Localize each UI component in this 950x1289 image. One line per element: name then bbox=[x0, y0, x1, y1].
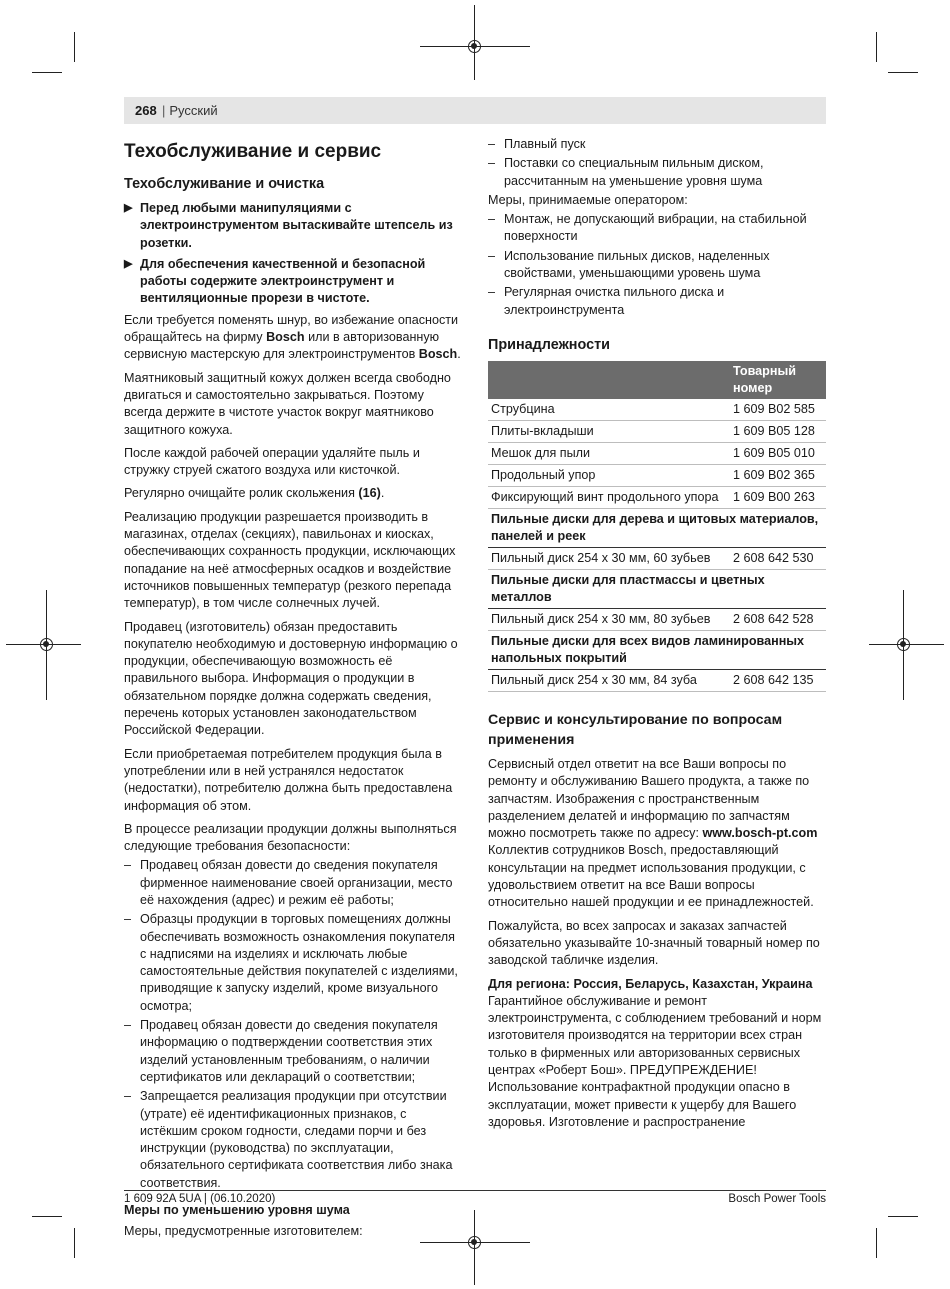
paragraph-noise-intro: Меры, предусмотренные изготовителем: bbox=[124, 1224, 363, 1239]
list-item: – Образцы продукции в торговых помещениях должны обеспечивать возможность ознакомления покупателя с надписями на изделиях и исключать любые самостоятельные действия покупателей с изделиями, приводящие к запуску изделий, кроме визуального осмотра; bbox=[124, 911, 464, 1015]
left-column bbox=[124, 136, 464, 1247]
crop-mark bbox=[32, 72, 62, 73]
warning-item: ▶ Для обеспечения качественной и безопасной работы содержите электроинструмент и вентиляционные прорези в чистоте. bbox=[124, 256, 464, 308]
list-item: – Запрещается реализация продукции при отсутствии (утрате) её идентификационных признаков, с истёкшим сроком годности, следами порчи и без инструкции (руководства) по эксплуатации, обязательного сертификата соответствия либо знака соответствия. bbox=[124, 1088, 464, 1192]
table-row: Пильный диск 254 x 30 мм, 80 зубьев 2 608 642 528 bbox=[488, 608, 826, 630]
paragraph-roller: Регулярно очищайте ролик скольжения (16). bbox=[124, 486, 385, 501]
crop-mark bbox=[888, 72, 918, 73]
region-heading: Для региона: Россия, Беларусь, Казахстан, Украина bbox=[488, 976, 813, 991]
paragraph-operator-intro: Меры, принимаемые оператором: bbox=[488, 192, 688, 207]
footer-doc-id: 1 609 92A 5UA | (06.10.2020) bbox=[124, 1193, 276, 1205]
table-row: Плиты-вкладыши 1 609 B05 128 bbox=[488, 420, 826, 442]
list-item: – Регулярная очистка пильного диска и электроинструмента bbox=[488, 284, 826, 319]
paragraph-warranty: Гарантийное обслуживание и ремонт электроинструмента, с соблюдением требований и норм изготовителя производятся на территории всех стран только в фирменных или авторизованных сервисных центрах «Роберт Бош». ПРЕДУПРЕЖДЕНИЕ! Использование контрафактной продукции опасно в эксплуатации, может привести к ущербу для Вашего здоровья. Изготовление и распространение bbox=[488, 993, 822, 1129]
paragraph-sales: Реализацию продукции разрешается производить в магазинах, отделах (секциях), павильонах и киосках, обеспечивающих сохранность продукции, исключающих попадание на неё атмосферных осадков и воздействие источников повышенных температур (резкого перепада температур), в том числе солнечных лучей. bbox=[124, 509, 456, 611]
registration-mark-icon bbox=[468, 1236, 481, 1249]
paragraph-service: Сервисный отдел ответит на все Ваши вопросы по ремонту и обслуживанию Вашего продукта, а также по запчастям. Изображения с пространственным разделением делатей и информацию по запчастям можно посмотреть также по адресу: www.bosch-pt.com bbox=[488, 756, 818, 841]
list-item: – Монтаж, не допускающий вибрации, на стабильной поверхности bbox=[488, 211, 826, 246]
warning-item: ▶ Перед любыми манипуляциями с электроинструментом вытаскивайте штепсель из розетки. bbox=[124, 200, 464, 252]
paragraph-seller: Продавец (изготовитель) обязан предоставить покупателю необходимую и достоверную информацию о продукции, обеспечивающую возможность её правильного выбора. Информация о продукции в обязательном порядке должна содержать сведения, перечень которых установлен законодательством Российской Федерации. bbox=[124, 619, 458, 738]
table-group-row: Пильные диски для всех видов ламинированных напольных покрытий bbox=[488, 630, 826, 669]
paragraph-used: Если приобретаемая потребителем продукция была в употреблении или в ней устранялся недостаток (недостатки), потребителю должна быть предоставлена информация об этом. bbox=[124, 746, 453, 813]
list-item: – Использование пильных дисков, наделенных свойствами, уменьшающими уровень шума bbox=[488, 248, 826, 283]
page-language: | Русский bbox=[162, 103, 218, 118]
registration-mark-icon bbox=[40, 638, 53, 651]
list-item: – Продавец обязан довести до сведения покупателя фирменное наименование своей организации, место её нахождения (адрес) и режим её работы; bbox=[124, 857, 464, 909]
list-item: – Продавец обязан довести до сведения покупателя информацию о подтверждении соответствия этих изделий установленным требованиям, о наличии сертификатов или деклараций о соответствии; bbox=[124, 1017, 464, 1086]
registration-mark-icon bbox=[897, 638, 910, 651]
crop-mark bbox=[32, 1216, 62, 1217]
crop-mark bbox=[74, 1228, 75, 1258]
section-heading-maintenance: Техобслуживание и очистка bbox=[124, 176, 325, 192]
page-title: Техобслуживание и сервис bbox=[124, 141, 382, 162]
registration-mark-icon bbox=[468, 40, 481, 53]
crop-mark bbox=[876, 1228, 877, 1258]
crop-mark bbox=[876, 32, 877, 62]
list-item: – Поставки со специальным пильным диском, рассчитанным на уменьшение уровня шума bbox=[488, 155, 826, 190]
section-heading-service: Сервис и консультирование по вопросам применения bbox=[488, 711, 783, 748]
page-header bbox=[124, 97, 826, 124]
footer-divider bbox=[124, 1190, 826, 1191]
table-row: Пильный диск 254 x 30 мм, 60 зубьев 2 608 642 530 bbox=[488, 547, 826, 569]
table-row: Продольный упор 1 609 B02 365 bbox=[488, 464, 826, 486]
table-row: Мешок для пыли 1 609 B05 010 bbox=[488, 442, 826, 464]
crop-mark bbox=[888, 1216, 918, 1217]
paragraph-dust: После каждой рабочей операции удаляйте пыль и стружку струей сжатого воздуха или кисточкой. bbox=[124, 445, 420, 478]
list-item: – Плавный пуск bbox=[488, 136, 826, 153]
table-row: Струбцина 1 609 B02 585 bbox=[488, 399, 826, 421]
footer-brand: Bosch Power Tools bbox=[728, 1193, 826, 1205]
service-link[interactable]: www.bosch-pt.com bbox=[702, 826, 818, 841]
accessories-table bbox=[488, 361, 826, 692]
table-group-row: Пильные диски для дерева и щитовых материалов, панелей и реек bbox=[488, 508, 826, 547]
paragraph-order: Пожалуйста, во всех запросах и заказах запчастей обязательно указывайте 10-значный товарный номер по заводской табличке изделия. bbox=[488, 918, 820, 968]
paragraph-safety-intro: В процессе реализации продукции должны выполняться следующие требования безопасности: bbox=[124, 821, 457, 854]
table-header-row bbox=[488, 361, 826, 399]
right-column bbox=[488, 136, 826, 1137]
table-header-number: Товарный номер bbox=[730, 361, 826, 399]
page-number: 268 bbox=[135, 103, 157, 118]
table-row: Пильный диск 254 x 30 мм, 84 зуба 2 608 642 135 bbox=[488, 669, 826, 691]
subheading-noise: Меры по уменьшению уровня шума bbox=[124, 1203, 350, 1218]
paragraph-consult: Коллектив сотрудников Bosch, предоставляющий консультации на предмет использования продукции, с удовольствием ответит на все Ваши вопросы относительно нашей продукции и ее принадлежностей. bbox=[488, 843, 814, 910]
table-group-row: Пильные диски для пластмассы и цветных металлов bbox=[488, 569, 826, 608]
paragraph-cord: Если требуется поменять шнур, во избежание опасности обращайтесь на фирму Bosch или в авторизованную сервисную мастерскую для электроинструментов Bosch. bbox=[124, 312, 461, 362]
section-heading-accessories: Принадлежности bbox=[488, 336, 610, 353]
table-row: Фиксирующий винт продольного упора 1 609 B00 263 bbox=[488, 486, 826, 508]
crop-mark bbox=[74, 32, 75, 62]
paragraph-guard: Маятниковый защитный кожух должен всегда свободно двигаться и самостоятельно закрываться. Поэтому всегда держите в чистоте участок вокруг маятниково защитного кожуха. bbox=[124, 370, 451, 437]
